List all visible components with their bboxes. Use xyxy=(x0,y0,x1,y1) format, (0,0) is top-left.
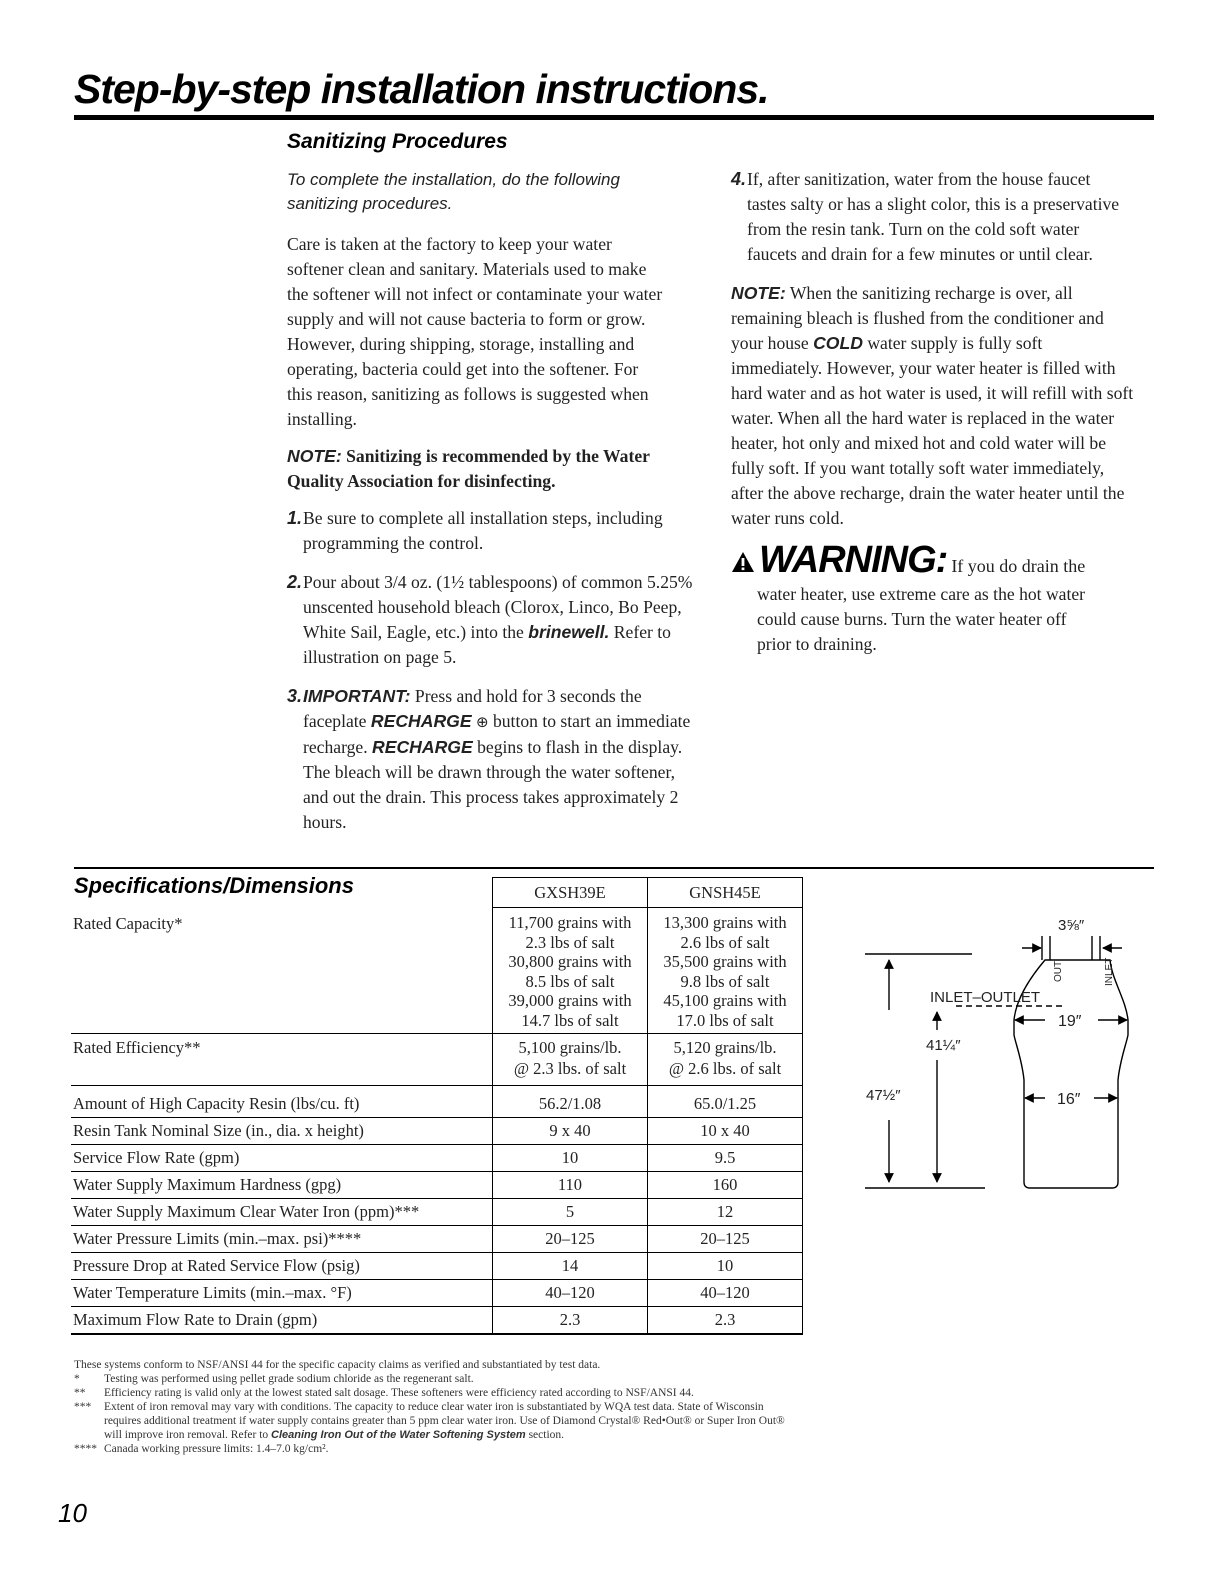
footnote-text: Extent of iron removal may vary with conditions. The capacity to reduce clear water iron is substantiated by WQA test data. State of Wisconsin requires additional treatment if water supply contains greater than 5 ppm clear water iron. Use of Diamond Crystal® Red•Out® or Super Iron Out® will improve iron removal. Refer to xyxy=(104,1401,785,1441)
sanitizing-right-column xyxy=(731,167,1151,657)
spec-label: Water Pressure Limits (min.–max. psi)**** xyxy=(71,1226,493,1253)
spec-value: 20–125 xyxy=(648,1226,803,1253)
capacity-line: 14.7 lbs of salt xyxy=(521,1010,619,1030)
step-item xyxy=(731,167,1131,267)
sanitizing-steps-cont xyxy=(731,167,1131,267)
table-row xyxy=(71,1307,803,1335)
efficiency-line: @ 2.3 lbs. of salt xyxy=(513,1059,627,1078)
spec-value xyxy=(648,908,803,1034)
table-row xyxy=(71,1199,803,1226)
spec-label: Pressure Drop at Rated Service Flow (psig) xyxy=(71,1253,493,1280)
specs-table xyxy=(71,877,803,1335)
table-row xyxy=(71,908,803,1034)
step-number: 1. xyxy=(287,508,303,528)
dimension-diagram xyxy=(860,920,1160,1210)
note-label: NOTE: xyxy=(731,283,786,303)
step-text-b: button to start an immediate recharge. xyxy=(303,711,691,757)
spec-value xyxy=(493,1034,648,1086)
model-header: GXSH39E xyxy=(493,878,648,908)
table-row xyxy=(71,1280,803,1307)
total-height-label: 47½″ xyxy=(866,1087,901,1104)
table-row xyxy=(71,1118,803,1145)
spec-value xyxy=(493,908,648,1034)
footnote xyxy=(74,1386,794,1400)
step-number: 4. xyxy=(731,169,747,189)
step-text-b: Refer to illustration on page 5. xyxy=(303,622,671,667)
footnote xyxy=(74,1372,794,1386)
spec-label: Rated Capacity* xyxy=(71,908,493,1034)
sanitizing-left-column xyxy=(287,130,707,849)
footnote-mark: *** xyxy=(74,1401,92,1413)
inlet-outlet-label: INLET–OUTLET xyxy=(930,989,1041,1006)
spec-value: 10 xyxy=(493,1145,648,1172)
capacity-line: 45,100 grains with xyxy=(663,991,787,1010)
recharge-icon: ⊕ xyxy=(475,713,489,731)
recharge-keyword: RECHARGE xyxy=(370,711,472,731)
capacity-line: 17.0 lbs of salt xyxy=(676,1010,774,1030)
spec-value: 160 xyxy=(648,1172,803,1199)
specs-heading: Specifications/Dimensions xyxy=(74,873,354,898)
note-label: NOTE: xyxy=(287,446,342,466)
note-text: Sanitizing is recommended by the Water Quality Association for disinfecting. xyxy=(287,446,650,491)
footnote-mark: **** xyxy=(74,1443,97,1455)
footnotes xyxy=(74,1358,794,1456)
note-text-b: water supply is fully soft immediately. However, your water heater is filled with hard water and as hot water is used, it will refill with soft water. When all the hard water is replaced in the water heater, hot only and mixed hot and cold water will be fully soft. If you want totally soft water immediately, after the above recharge, drain the water heater until the water runs cold. xyxy=(731,333,1134,528)
cold-keyword: COLD xyxy=(813,333,863,353)
table-row xyxy=(71,1226,803,1253)
spec-label: Water Temperature Limits (min.–max. °F) xyxy=(71,1280,493,1307)
recharge-keyword: RECHARGE xyxy=(372,737,473,757)
step-text: Be sure to complete all installation steps, including programming the control. xyxy=(303,508,663,553)
efficiency-line: 5,100 grains/lb. xyxy=(518,1038,622,1057)
spec-label: Resin Tank Nominal Size (in., dia. x height) xyxy=(71,1118,493,1145)
footnote-text: Efficiency rating is valid only at the lowest stated salt dosage. These softeners were efficiency rated according to NSF/ANSI 44. xyxy=(104,1387,694,1399)
capacity-line: 9.8 lbs of salt xyxy=(680,971,770,991)
table-row xyxy=(71,1034,803,1086)
warning-text: water heater, use extreme care as the hot water could cause burns. Turn the water heater off prior to draining. xyxy=(757,584,1086,654)
spec-value: 56.2/1.08 xyxy=(493,1086,648,1118)
table-header-row xyxy=(71,878,803,908)
spec-label: Maximum Flow Rate to Drain (gpm) xyxy=(71,1307,493,1335)
out-label: OUT xyxy=(1053,960,1064,982)
step-text-c: begins to flash in the display. The bleach will be drawn through the water softener, and out the drain. This process takes approximately 2 hours. xyxy=(303,737,683,832)
step-number: 3. xyxy=(287,686,303,706)
capacity-line: 11,700 grains with xyxy=(508,913,632,932)
capacity-line: 35,500 grains with xyxy=(663,952,787,971)
top-dim-label: 3⅝″ xyxy=(1058,920,1085,934)
important-keyword: IMPORTANT: xyxy=(303,686,411,706)
sanitizing-steps xyxy=(287,506,707,835)
spec-value: 14 xyxy=(493,1253,648,1280)
spec-value: 2.3 xyxy=(493,1307,648,1335)
spec-value: 5 xyxy=(493,1199,648,1226)
width-body-label: 16″ xyxy=(1057,1091,1081,1108)
capacity-line: 30,800 grains with xyxy=(508,952,632,971)
capacity-line: 8.5 lbs of salt xyxy=(525,971,615,991)
brinewell-keyword: brinewell. xyxy=(528,622,610,642)
step-text-a: Pour about 3/4 oz. (1½ tablespoons) of common 5.25% unscented household bleach (Clorox, Linco, Bo Peep, White Sail, Eagle, etc.) into the xyxy=(303,572,693,642)
spec-label: Service Flow Rate (gpm) xyxy=(71,1145,493,1172)
inlet-label: INLET xyxy=(1104,957,1115,986)
step-text: If, after sanitization, water from the house faucet tastes salty or has a slight color, this is a preservative from the resin tank. Turn on the cold soft water faucets and drain for a few minutes or until clear. xyxy=(747,169,1120,264)
spec-value: 12 xyxy=(648,1199,803,1226)
footnote-intro: These systems conform to NSF/ANSI 44 for the specific capacity claims as verified and substantiated by test data. xyxy=(74,1359,601,1371)
spec-value: 9 x 40 xyxy=(493,1118,648,1145)
capacity-line: 13,300 grains with xyxy=(663,913,787,932)
step-text xyxy=(287,570,703,670)
spec-value: 40–120 xyxy=(493,1280,648,1307)
sanitizing-body: Care is taken at the factory to keep your water softener clean and sanitary. Materials used to make the softener will not infect or contaminate your water supply and will not cause bacteria to form or grow. However, during shipping, storage, installing and operating, bacteria could get into the softener. For this reason, sanitizing as follows is suggested when installing. xyxy=(287,234,663,429)
spec-label: Water Supply Maximum Hardness (gpg) xyxy=(71,1172,493,1199)
sanitizing-intro: To complete the installation, do the following sanitizing procedures. xyxy=(287,170,620,213)
efficiency-line: @ 2.6 lbs. of salt xyxy=(668,1059,782,1078)
step-number: 2. xyxy=(287,572,303,592)
spec-value: 2.3 xyxy=(648,1307,803,1335)
step-item xyxy=(287,570,707,670)
footnote-mark: ** xyxy=(74,1387,86,1399)
spec-value: 10 xyxy=(648,1253,803,1280)
warning-label: WARNING: xyxy=(759,539,948,581)
footnote xyxy=(74,1442,794,1456)
spec-value: 9.5 xyxy=(648,1145,803,1172)
spec-value: 65.0/1.25 xyxy=(648,1086,803,1118)
page-title: Step-by-step installation instructions. xyxy=(74,66,769,112)
capacity-line: 39,000 grains with xyxy=(508,991,632,1010)
step-item xyxy=(287,684,707,835)
inlet-height-label: 41¼″ xyxy=(926,1037,961,1054)
warning-icon xyxy=(731,551,755,573)
table-row xyxy=(71,1253,803,1280)
table-row xyxy=(71,1172,803,1199)
capacity-line: 2.3 lbs of salt xyxy=(525,932,615,952)
width-top-label: 19″ xyxy=(1058,1013,1082,1030)
footnote-text: Testing was performed using pellet grade sodium chloride as the regenerant salt. xyxy=(104,1373,474,1385)
footnote xyxy=(74,1400,794,1442)
model-header: GNSH45E xyxy=(648,878,803,908)
footnote-text: Canada working pressure limits: 1.4–7.0 kg/cm². xyxy=(104,1443,329,1455)
efficiency-line: 5,120 grains/lb. xyxy=(673,1038,777,1057)
warning-text-first: If you do drain the xyxy=(951,556,1086,576)
sanitizing-heading: Sanitizing Procedures xyxy=(287,130,508,153)
table-row xyxy=(71,1086,803,1118)
spec-label: Water Supply Maximum Clear Water Iron (ppm)*** xyxy=(71,1199,493,1226)
footnote-text: section. xyxy=(525,1429,565,1441)
spec-value: 20–125 xyxy=(493,1226,648,1253)
spec-value: 110 xyxy=(493,1172,648,1199)
title-rule xyxy=(74,115,1154,120)
footnote-keyword: Cleaning Iron Out of the Water Softening System xyxy=(271,1429,526,1441)
specs-rule xyxy=(74,867,1154,869)
capacity-line: 2.6 lbs of salt xyxy=(680,932,770,952)
sanitizing-note xyxy=(287,444,677,494)
warning-block xyxy=(731,539,1141,657)
table-row xyxy=(71,1145,803,1172)
footnote-mark: * xyxy=(74,1373,80,1385)
step-text xyxy=(287,684,698,835)
spec-label: Amount of High Capacity Resin (lbs/cu. ft) xyxy=(71,1086,493,1118)
step-text-a: Press and hold for 3 seconds the faceplate xyxy=(303,686,642,731)
spec-value: 40–120 xyxy=(648,1280,803,1307)
spec-label: Rated Efficiency** xyxy=(71,1034,493,1086)
spec-value xyxy=(648,1034,803,1086)
note-text-a: When the sanitizing recharge is over, all remaining bleach is flushed from the conditioner and your house xyxy=(731,283,1104,353)
step-item xyxy=(287,506,707,556)
page-number: 10 xyxy=(58,1498,87,1528)
spec-value: 10 x 40 xyxy=(648,1118,803,1145)
note-cold xyxy=(731,281,1136,531)
